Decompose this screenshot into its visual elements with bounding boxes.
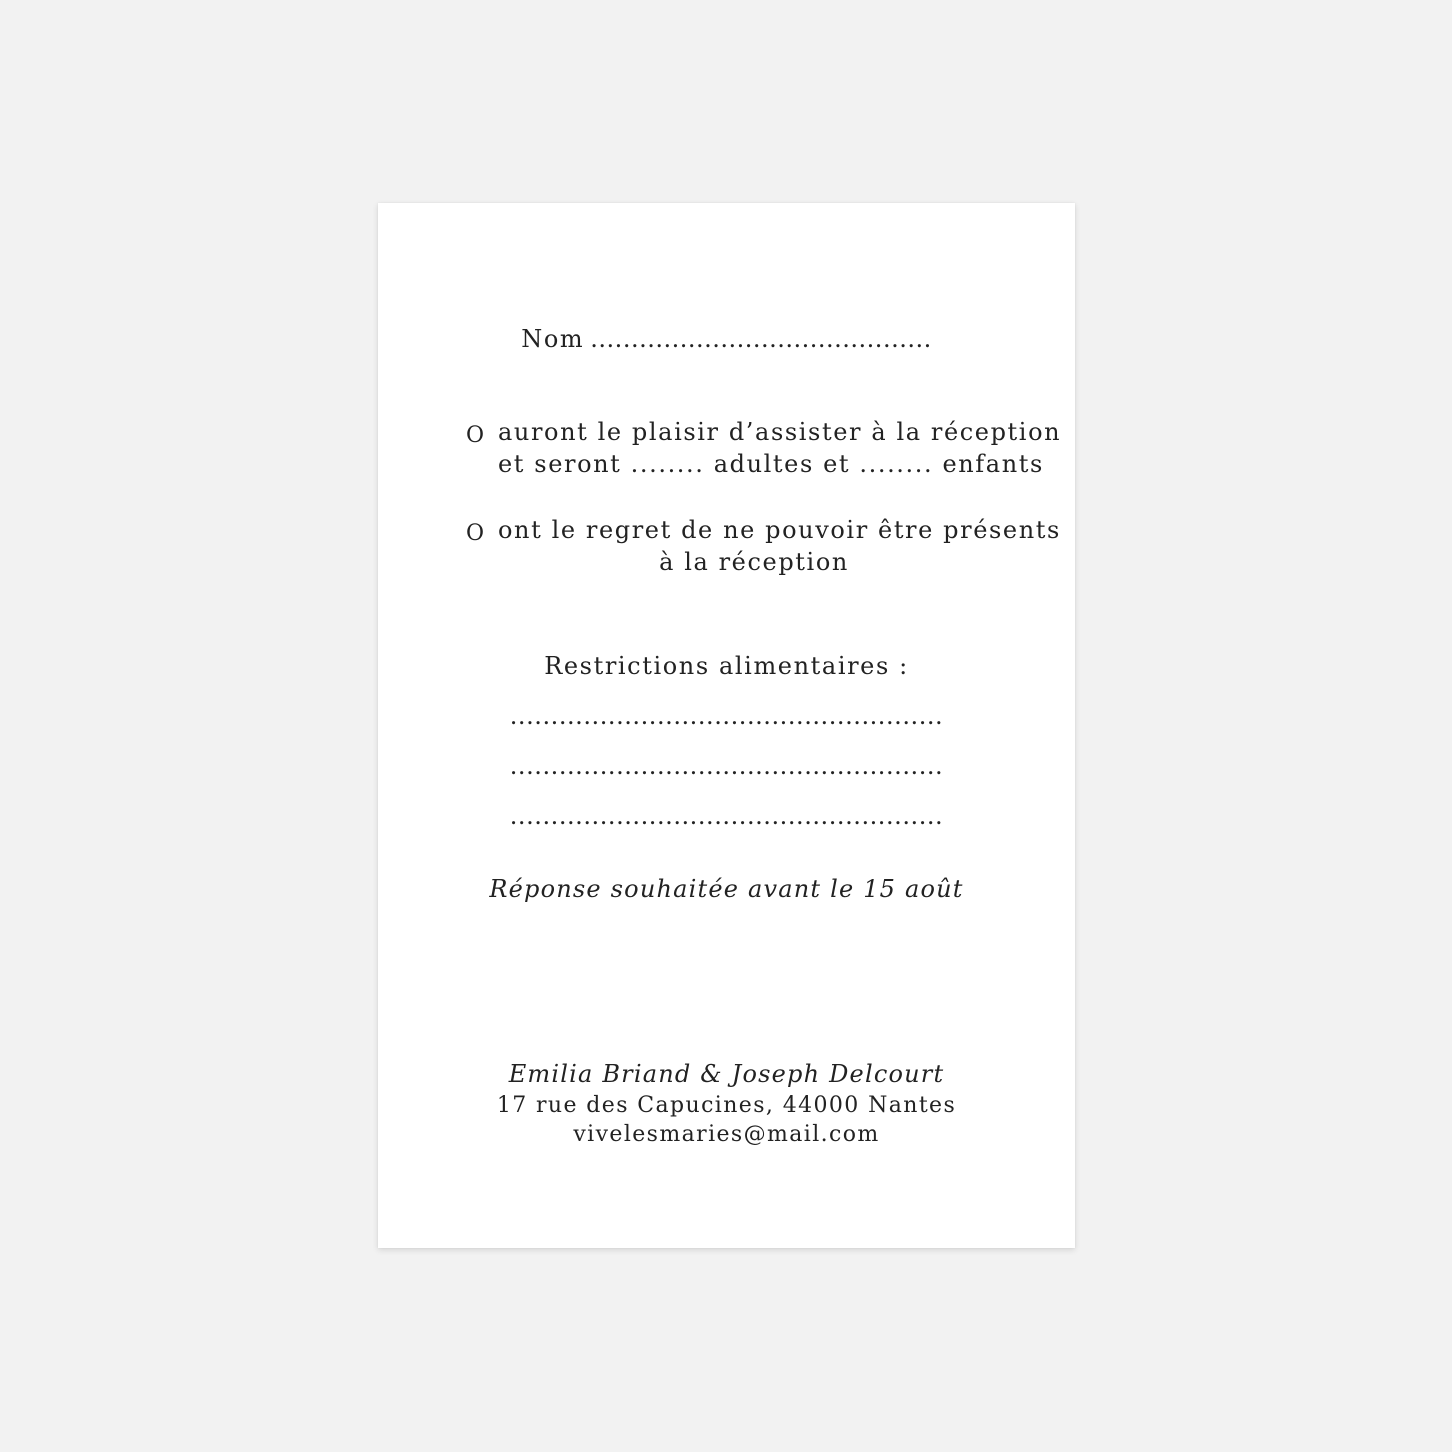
- restrictions-fill-line: .....................................................: [509, 702, 944, 730]
- reply-deadline: Réponse souhaitée avant le 15 août: [489, 875, 964, 903]
- option-attend: [378, 416, 1075, 486]
- postal-address: 17 rue des Capucines, 44000 Nantes: [496, 1093, 957, 1118]
- decline-checkbox: O: [466, 521, 485, 546]
- restrictions-fill-line: .....................................................: [509, 802, 944, 830]
- restrictions-label: Restrictions alimentaires :: [544, 652, 909, 680]
- option-decline: [378, 514, 1075, 584]
- email-address: vivelesmaries@mail.com: [573, 1122, 880, 1147]
- decline-text: [498, 514, 1061, 578]
- decline-line-2: à la réception: [659, 548, 849, 576]
- rsvp-card: [378, 203, 1075, 1248]
- attend-text: [498, 416, 1062, 480]
- attend-checkbox: O: [466, 423, 485, 448]
- name-fill-line: ..........................................: [590, 325, 932, 353]
- decline-line-1: ont le regret de ne pouvoir être présents: [498, 516, 1061, 544]
- name-label: Nom: [521, 325, 585, 353]
- name-row: [378, 323, 1075, 355]
- couple-names: Emilia Briand & Joseph Delcourt: [508, 1060, 945, 1088]
- attend-line-2: et seront ........ adultes et ........ enfants: [498, 450, 1044, 478]
- restrictions-fill-line: .....................................................: [509, 752, 944, 780]
- attend-line-1: auront le plaisir d’assister à la réception: [498, 418, 1062, 446]
